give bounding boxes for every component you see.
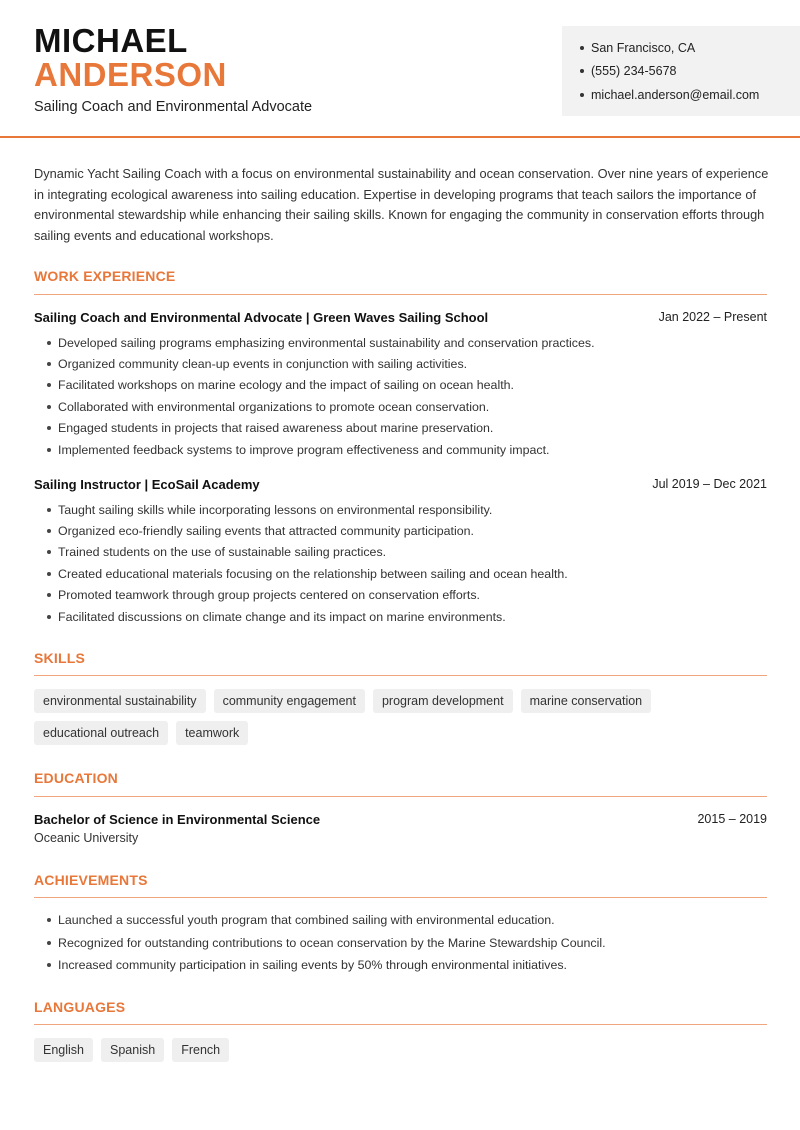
section-title-work: WORK EXPERIENCE <box>34 268 176 284</box>
skill-tag: community engagement <box>214 689 365 713</box>
bullet-icon <box>580 69 584 73</box>
bullet-icon <box>47 383 51 387</box>
job-bullets <box>34 332 774 460</box>
bullet-icon <box>47 405 51 409</box>
section-divider <box>34 675 767 676</box>
bullet-icon <box>47 341 51 345</box>
list-item-text: Developed sailing programs emphasizing environmental sustainability and conservation practices. <box>58 335 595 350</box>
first-name: MICHAEL <box>34 22 188 59</box>
bullet-icon <box>47 550 51 554</box>
achievements-list <box>34 909 774 977</box>
bullet-icon <box>47 963 51 967</box>
job-bullets <box>34 499 774 627</box>
contact-email <box>580 83 800 107</box>
list-item <box>34 909 774 932</box>
list-item <box>34 396 774 417</box>
section-title-education: EDUCATION <box>34 770 118 786</box>
bullet-icon <box>47 529 51 533</box>
contact-location-text: San Francisco, CA <box>591 40 696 55</box>
skill-tag: environmental sustainability <box>34 689 206 713</box>
bullet-icon <box>47 615 51 619</box>
list-item <box>34 606 774 627</box>
language-tags <box>34 1038 774 1062</box>
summary: Dynamic Yacht Sailing Coach with a focus on environmental sustainability and ocean conservation. Over nine years of experience in integrating ecological awareness into sailing education. Expertise in developing programs that teach sailors the importance of environmental stewardship while enhancing their sailing skills. Known for engaging the community in conservation efforts through sailing events and educational workshops. <box>34 166 769 243</box>
contact-location <box>580 36 800 60</box>
list-item-text: Launched a successful youth program that combined sailing with environmental education. <box>58 913 555 928</box>
list-item-text: Taught sailing skills while incorporating lessons on environmental responsibility. <box>58 502 493 517</box>
list-item-text: Facilitated workshops on marine ecology and the impact of sailing on ocean health. <box>58 378 514 393</box>
list-item-text: Trained students on the use of sustainable sailing practices. <box>58 545 387 560</box>
list-item <box>34 439 774 460</box>
list-item <box>34 563 774 584</box>
bullet-icon <box>47 918 51 922</box>
bullet-icon <box>47 426 51 430</box>
bullet-icon <box>47 941 51 945</box>
contact-phone-text: (555) 234-5678 <box>591 64 677 79</box>
last-name: ANDERSON <box>34 56 227 93</box>
list-item-text: Facilitated discussions on climate change and its impact on marine environments. <box>58 609 506 624</box>
list-item <box>34 954 774 977</box>
list-item <box>34 542 774 563</box>
list-item-text: Organized eco-friendly sailing events that attracted community participation. <box>58 524 474 539</box>
language-tag: French <box>172 1038 229 1062</box>
list-item <box>34 418 774 439</box>
bullet-icon <box>47 572 51 576</box>
section-title-skills: SKILLS <box>34 650 85 666</box>
section-divider <box>34 897 767 898</box>
list-item <box>34 375 774 396</box>
skill-tag: program development <box>373 689 513 713</box>
contact-phone <box>580 60 800 84</box>
skill-tag: teamwork <box>176 721 248 745</box>
language-tag: English <box>34 1038 93 1062</box>
bullet-icon <box>47 593 51 597</box>
bullet-icon <box>580 93 584 97</box>
headline: Sailing Coach and Environmental Advocate <box>34 99 313 115</box>
list-item <box>34 932 774 955</box>
section-title-languages: LANGUAGES <box>34 999 126 1015</box>
list-item <box>34 520 774 541</box>
bullet-icon <box>47 508 51 512</box>
list-item-text: Recognized for outstanding contributions to ocean conservation by the Marine Stewardship Council. <box>58 935 606 950</box>
skills-tags <box>34 689 774 745</box>
bullet-icon <box>47 362 51 366</box>
list-item <box>34 353 774 374</box>
list-item-text: Organized community clean-up events in conjunction with sailing activities. <box>58 357 468 372</box>
job-dates: Jul 2019 – Dec 2021 <box>652 477 767 491</box>
list-item <box>34 585 774 606</box>
bullet-icon <box>580 46 584 50</box>
skill-tag: educational outreach <box>34 721 168 745</box>
skill-tag: marine conservation <box>521 689 652 713</box>
section-title-achievements: ACHIEVEMENTS <box>34 872 148 888</box>
bullet-icon <box>47 448 51 452</box>
contact-email-text: michael.anderson@email.com <box>591 87 760 102</box>
job-dates: Jan 2022 – Present <box>658 310 767 324</box>
list-item-text: Increased community participation in sailing events by 50% through environmental initiatives. <box>58 958 567 973</box>
list-item-text: Promoted teamwork through group projects centered on conservation efforts. <box>58 588 480 603</box>
list-item-text: Collaborated with environmental organizations to promote ocean conservation. <box>58 399 490 414</box>
list-item <box>34 332 774 353</box>
section-divider <box>34 1024 767 1025</box>
job-title: Sailing Instructor | EcoSail Academy <box>34 477 260 492</box>
contact-box <box>562 26 800 116</box>
list-item <box>34 499 774 520</box>
degree: Bachelor of Science in Environmental Science <box>34 812 321 827</box>
resume-header <box>0 0 800 138</box>
language-tag: Spanish <box>101 1038 164 1062</box>
job-title: Sailing Coach and Environmental Advocate | Green Waves Sailing School <box>34 310 489 325</box>
education-dates: 2015 – 2019 <box>697 812 767 826</box>
list-item-text: Implemented feedback systems to improve program effectiveness and community impact. <box>58 442 550 457</box>
school: Oceanic University <box>34 831 139 845</box>
list-item-text: Engaged students in projects that raised awareness about marine preservation. <box>58 421 494 436</box>
section-divider <box>34 294 767 295</box>
section-divider <box>34 796 767 797</box>
list-item-text: Created educational materials focusing on the relationship between sailing and ocean health. <box>58 566 568 581</box>
